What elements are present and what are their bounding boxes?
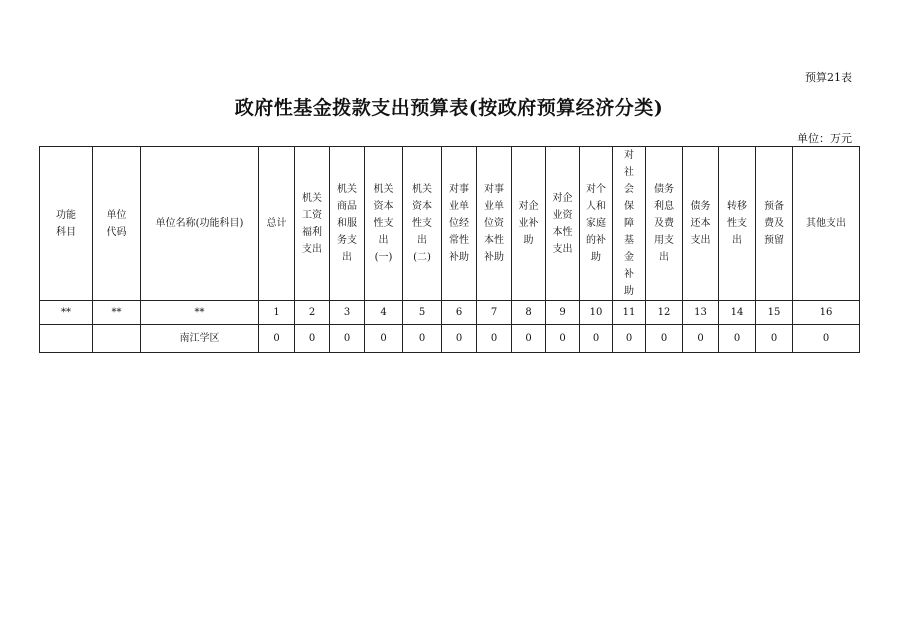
table-cell: 0 [477,325,512,353]
index-cell: 5 [403,301,442,325]
index-cell: ** [40,301,93,325]
table-cell [93,325,141,353]
index-cell: 13 [683,301,719,325]
table-cell: 0 [365,325,403,353]
table-cell: 0 [403,325,442,353]
table-cell: 0 [719,325,756,353]
header-cell: 债务利息及费用支出 [646,147,683,301]
header-cell: 机关商品和服务支出 [330,147,365,301]
table-cell: 0 [330,325,365,353]
table-cell: 0 [613,325,646,353]
header-cell: 单位名称(功能科目) [141,147,259,301]
header-cell: 机关工资福利支出 [295,147,330,301]
budget-table [39,146,860,353]
index-cell: 2 [295,301,330,325]
header-cell: 单位代码 [93,147,141,301]
table-cell: 南江学区 [141,325,259,353]
table-cell [40,325,93,353]
header-cell: 机关资本性支出(二) [403,147,442,301]
index-cell: 10 [580,301,613,325]
index-cell: 1 [259,301,295,325]
header-cell: 债务还本支出 [683,147,719,301]
index-cell: 11 [613,301,646,325]
header-cell: 对事业单位经常性补助 [442,147,477,301]
table-cell: 0 [580,325,613,353]
table-cell: 0 [683,325,719,353]
index-row [40,301,860,325]
index-cell: 16 [793,301,860,325]
table-cell: 0 [259,325,295,353]
index-cell: ** [141,301,259,325]
index-cell: 4 [365,301,403,325]
index-cell: 7 [477,301,512,325]
header-cell: 对社会保障基金补助 [613,147,646,301]
header-cell: 转移性支出 [719,147,756,301]
header-cell: 机关资本性支出(一) [365,147,403,301]
header-cell: 预备费及预留 [756,147,793,301]
index-cell: 14 [719,301,756,325]
table-cell: 0 [546,325,580,353]
table-row [40,325,860,353]
header-cell: 对事业单位资本性补助 [477,147,512,301]
index-cell: 6 [442,301,477,325]
index-cell: 3 [330,301,365,325]
table-cell: 0 [512,325,546,353]
header-cell: 对企业补助 [512,147,546,301]
table-cell: 0 [295,325,330,353]
table-cell: 0 [646,325,683,353]
index-cell: 9 [546,301,580,325]
index-cell: 15 [756,301,793,325]
table-cell: 0 [756,325,793,353]
index-cell: ** [93,301,141,325]
form-number: 预算21表 [805,71,852,84]
header-cell: 其他支出 [793,147,860,301]
page-title: 政府性基金拨款支出预算表(按政府预算经济分类) [234,97,664,119]
header-cell: 对个人和家庭的补助 [580,147,613,301]
unit-label: 单位：万元 [797,132,852,145]
index-cell: 8 [512,301,546,325]
header-cell: 对企业资本性支出 [546,147,580,301]
header-cell: 功能科目 [40,147,93,301]
index-cell: 12 [646,301,683,325]
table-cell: 0 [793,325,860,353]
header-cell: 总计 [259,147,295,301]
header-row [40,147,860,301]
table-cell: 0 [442,325,477,353]
